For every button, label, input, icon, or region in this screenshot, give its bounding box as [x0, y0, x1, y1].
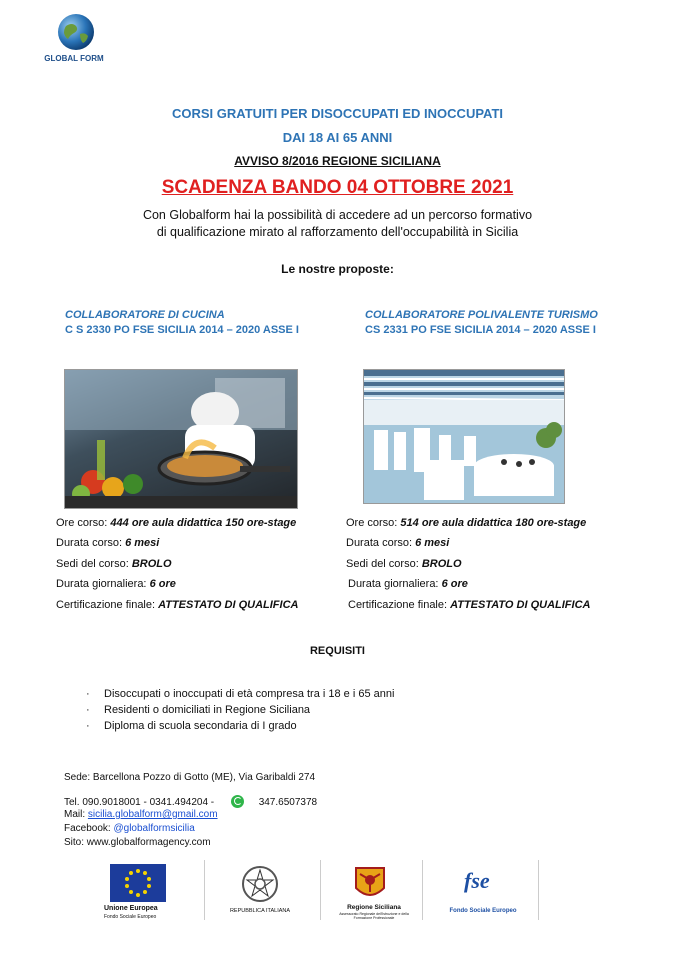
ore-value: 444 ore aula didattica 150 ore-stage	[110, 517, 297, 529]
course-1-durata	[56, 537, 159, 549]
cert-value: ATTESTATO DI QUALIFICA	[450, 599, 591, 611]
eu-logo	[104, 860, 205, 920]
durata-value: 6 mesi	[415, 537, 450, 549]
globalform-logo	[44, 12, 104, 64]
globe-icon	[56, 12, 96, 52]
trinacria-icon	[352, 864, 388, 900]
eu-logo-title: Unione Europea	[104, 905, 158, 912]
emblem-icon	[240, 864, 280, 904]
course-2-giornaliera	[348, 578, 468, 590]
facebook-line: Facebook: @globalformsicilia	[64, 823, 195, 834]
requisiti-heading: REQUISITI	[309, 645, 365, 657]
course-1-cert	[56, 599, 298, 611]
tel-line	[64, 795, 317, 808]
list-item: · Residenti o domiciliati in Regione Siciliana	[86, 704, 311, 716]
durata-label: Durata corso:	[346, 537, 416, 549]
course-2-image	[363, 369, 565, 504]
regione-siciliana-logo	[326, 860, 423, 920]
mail-line: Mail: sicilia.globalform@gmail.com	[64, 809, 218, 820]
giornaliera-label: Durata giornaliera:	[56, 578, 150, 590]
course-1-sedi	[56, 558, 172, 570]
regione-logo-title: Regione Siciliana	[347, 904, 401, 911]
sedi-value: BROLO	[421, 558, 462, 570]
cert-label: Certificazione finale:	[348, 599, 451, 611]
sede-line: Sede: Barcellona Pozzo di Gotto (ME), Via Garibaldi 274	[64, 772, 316, 783]
list-item: · Disoccupati o inoccupati di età compresa tra i 18 e i 65 anni	[86, 688, 395, 700]
title-line-2: DAI 18 AI 65 ANNI	[282, 130, 393, 145]
sedi-label: Sedi del corso:	[56, 558, 132, 570]
giornaliera-value: 6 ore	[441, 578, 468, 590]
course-2-durata	[346, 537, 449, 549]
course-1-image	[64, 369, 298, 509]
giornaliera-label: Durata giornaliera:	[348, 578, 442, 590]
email-link[interactable]: sicilia.globalform@gmail.com	[87, 809, 218, 820]
whatsapp-number: 347.6507378	[258, 797, 318, 808]
repubblica-logo	[210, 860, 321, 920]
fse-logo	[428, 860, 539, 920]
list-item: · Diploma di scuola secondaria di I grado	[86, 720, 297, 732]
regione-logo-subtitle: Assessorato Regionale dell'Istruzione e della Formazione Professionale	[339, 912, 409, 920]
course-1-ore	[56, 517, 296, 529]
ore-label: Ore corso:	[56, 517, 111, 529]
requisiti-list	[86, 686, 394, 734]
giornaliera-value: 6 ore	[149, 578, 176, 590]
course-1-name: COLLABORATORE DI CUCINA	[65, 309, 225, 321]
avviso-line: AVVISO 8/2016 REGIONE SICILIANA	[234, 154, 441, 168]
whatsapp-icon	[231, 795, 244, 808]
sito-line: Sito: www.globalformagency.com	[64, 837, 211, 848]
durata-value: 6 mesi	[125, 537, 160, 549]
fse-mark: fse	[464, 868, 490, 893]
fse-logo-title: Fondo Sociale Europeo	[449, 908, 517, 914]
ore-value: 514 ore aula didattica 180 ore-stage	[400, 517, 587, 529]
course-2-name: COLLABORATORE POLIVALENTE TURISMO	[365, 309, 598, 321]
course-2-code: CS 2331 PO FSE SICILIA 2014 – 2020 ASSE I	[365, 324, 596, 336]
repubblica-logo-title: REPUBBLICA ITALIANA	[229, 908, 291, 914]
intro-line-1: Con Globalform hai la possibilità di accedere ad un percorso formativo	[142, 208, 533, 222]
eu-logo-subtitle: Fondo Sociale Europeo	[104, 914, 157, 920]
tel-numbers: Tel. 090.9018001 - 0341.494204 -	[64, 797, 215, 808]
course-2-cert	[348, 599, 590, 611]
cert-value: ATTESTATO DI QUALIFICA	[158, 599, 299, 611]
eu-flag-icon	[110, 864, 166, 902]
title-line-1: CORSI GRATUITI PER DISOCCUPATI ED INOCCUPATI	[171, 106, 504, 121]
facebook-handle[interactable]: @globalformsicilia	[113, 823, 195, 834]
cert-label: Certificazione finale:	[56, 599, 159, 611]
sedi-label: Sedi del corso:	[346, 558, 422, 570]
course-2-ore	[346, 517, 586, 529]
intro-line-2: di qualificazione mirato al rafforzamento dell'occupabilità in Sicilia	[156, 225, 519, 239]
durata-label: Durata corso:	[56, 537, 126, 549]
deadline-heading: SCADENZA BANDO 04 OTTOBRE 2021	[161, 177, 514, 198]
logo-text: GLOBAL FORM	[44, 54, 104, 63]
sedi-value: BROLO	[131, 558, 172, 570]
course-1-giornaliera	[56, 578, 176, 590]
ore-label: Ore corso:	[346, 517, 401, 529]
course-1-code: C S 2330 PO FSE SICILIA 2014 – 2020 ASSE I	[65, 324, 299, 336]
proposals-heading: Le nostre proposte:	[281, 262, 394, 276]
course-2-sedi	[346, 558, 462, 570]
